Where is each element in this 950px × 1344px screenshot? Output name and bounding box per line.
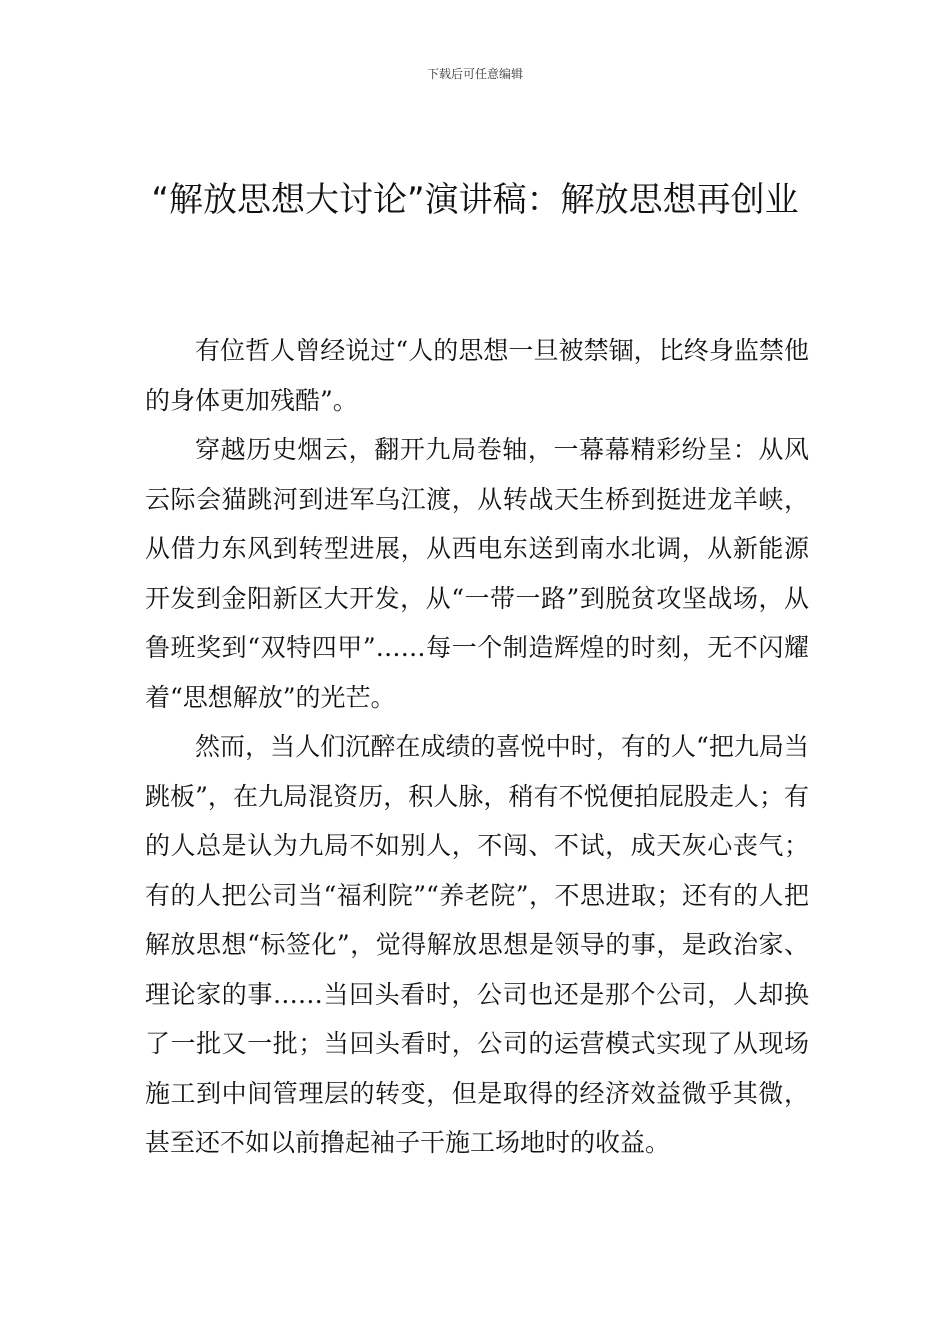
document-title: “解放思想大讨论”演讲稿：解放思想再创业 xyxy=(151,180,799,220)
paragraph-3: 然而，当人们沉醉在成绩的喜悦中时，有的人“把九局当跳板”，在九局混资历，积人脉，稍有不悦便拍屁股走人；有的人总是认为九局不如别人，不闯、不试，成天灰心丧气；有的人把公司当“福利院”“养老院”，不思进取；还有的人把解放思想“标签化”，觉得解放思想是领导的事，是政治家、理论家的事……当回头看时，公司也还是那个公司，人却换了一批又一批；当回头看时，公司的运营模式实现了从现场施工到中间管理层的转变，但是取得的经济效益微乎其微，甚至还不如以前撸起袖子干施工场地时的收益。 xyxy=(145,732,809,1157)
paragraph-2: 穿越历史烟云，翻开九局卷轴，一幕幕精彩纷呈：从风云际会猫跳河到进军乌江渡，从转战天生桥到挺进龙羊峡，从借力东风到转型进展，从西电东送到南水北调，从新能源开发到金阳新区大开发，从“一带一路”到脱贫攻坚战场，从鲁班奖到“双特四甲”……每一个制造辉煌的时刻，无不闪耀着“思想解放”的光芒。 xyxy=(145,435,809,712)
document-body xyxy=(145,326,809,1168)
paragraph-1: 有位哲人曾经说过“人的思想一旦被禁锢，比终身监禁他的身体更加残酷”。 xyxy=(145,336,809,415)
header-note: 下载后可任意编辑 xyxy=(426,67,523,81)
